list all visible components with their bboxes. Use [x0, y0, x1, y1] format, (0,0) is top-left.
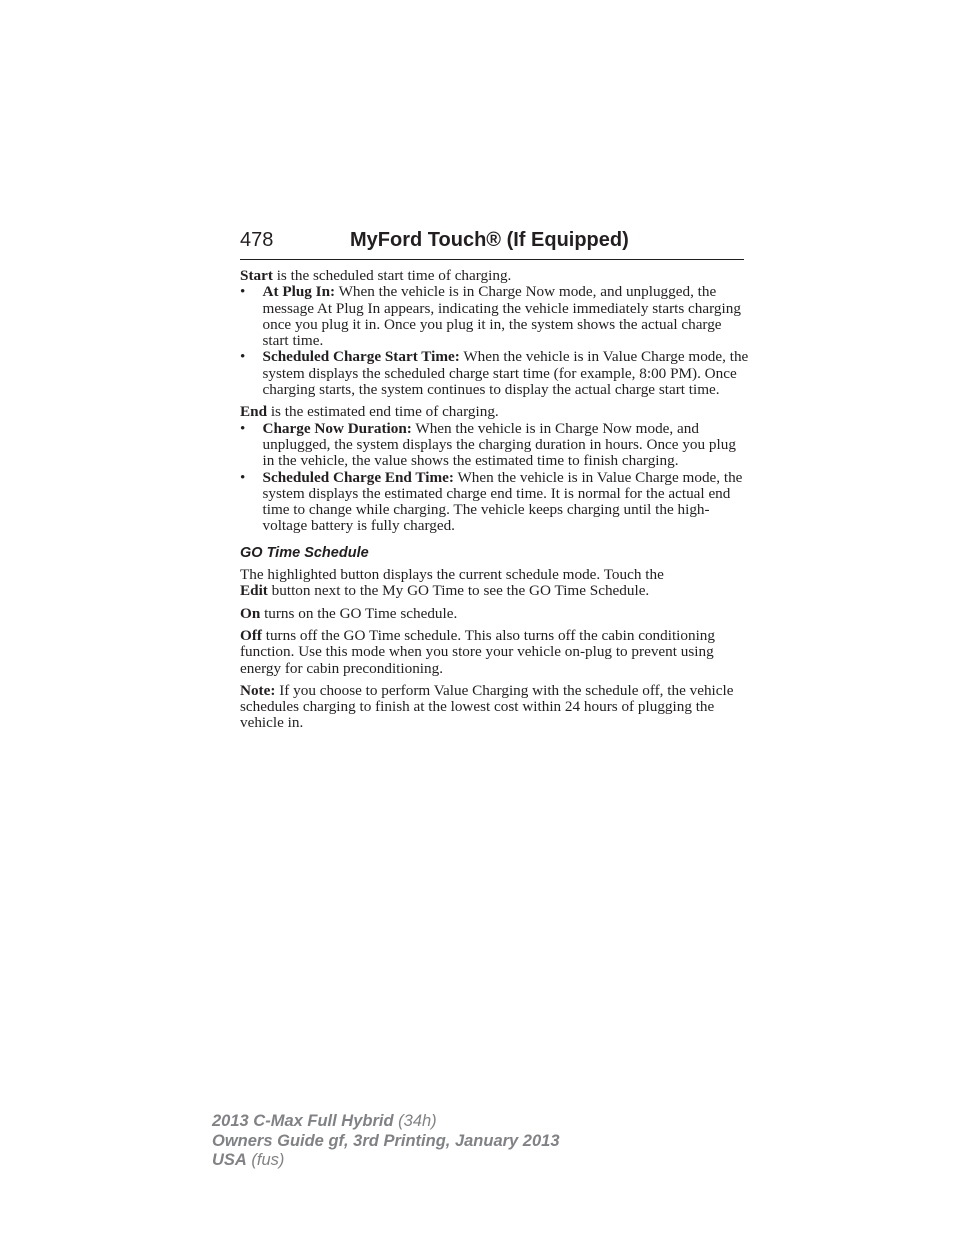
list-item [240, 349, 750, 398]
page-body [240, 268, 750, 732]
start-text: is the scheduled start time of charging. [272, 267, 512, 284]
intro-text-end: button next to the My GO Time to see the GO Time Schedule. [267, 582, 650, 600]
bullet-icon: • [240, 348, 246, 366]
bullet-text: When the vehicle is in Value Charge mode, the system displays the estimated charge end time. It is normal for the actual end time to change while charging. The vehicle keeps charging until the high-voltage battery is fully charged. [262, 468, 743, 535]
footer-guide: Owners Guide gf, 3rd Printing, January 2013 [212, 1131, 560, 1150]
bullet-term: Scheduled Charge End Time: [262, 468, 454, 486]
end-definition [240, 404, 750, 420]
intro-text: The highlighted button displays the current schedule mode. Touch the [240, 566, 664, 584]
page-header [240, 229, 744, 260]
off-definition [240, 628, 750, 677]
off-term: Off [240, 626, 262, 644]
footer-model-code: (34h) [393, 1112, 437, 1130]
off-text: turns off the GO Time schedule. This also turns off the cabin conditioning function. Use this mode when you store your vehicle on-plug to prevent using energy for cabin preconditioning. [240, 626, 715, 677]
end-term: End [240, 403, 268, 421]
on-definition [240, 606, 750, 622]
footer-model: 2013 C-Max Full Hybrid [212, 1112, 394, 1130]
bullet-icon: • [240, 419, 246, 437]
list-item [240, 470, 750, 535]
bullet-text: When the vehicle is in Charge Now mode, and unplugged, the message At Plug In appears, indicating the vehicle immediately starts charging once you plug it in. Once you plug it in, the system shows the actual charge start time. [262, 283, 741, 350]
page-number: 478 [240, 229, 274, 251]
go-time-intro [240, 567, 750, 600]
edit-term: Edit [240, 582, 268, 600]
footer-market: USA [212, 1151, 247, 1169]
footer-market-code: (fus) [246, 1151, 285, 1169]
start-definition [240, 268, 750, 284]
section-title: MyFord Touch® (If Equipped) [350, 229, 629, 251]
note-text: If you choose to perform Value Charging with the schedule off, the vehicle schedules charging to finish at the lowest cost within 24 hours of plugging the vehicle in. [240, 681, 734, 732]
subsection-heading: GO Time Schedule [240, 544, 369, 561]
end-text: is the estimated end time of charging. [267, 403, 499, 421]
list-item [240, 421, 750, 470]
bullet-term: Scheduled Charge Start Time: [262, 348, 460, 366]
on-term: On [240, 604, 261, 622]
footer-line-model [212, 1112, 560, 1132]
on-text: turns on the GO Time schedule. [260, 604, 458, 622]
footer-line-market [212, 1151, 560, 1171]
note-paragraph [240, 683, 750, 732]
bullet-icon: • [240, 468, 246, 486]
note-term: Note: [240, 681, 276, 699]
list-item [240, 284, 750, 349]
page-footer [212, 1112, 560, 1171]
footer-line-guide [212, 1132, 560, 1152]
bullet-term: At Plug In: [262, 283, 336, 301]
bullet-text: When the vehicle is in Value Charge mode, the system displays the scheduled charge start time (for example, 8:00 PM). Once charging starts, the system continues to display the actual charge start time. [262, 348, 749, 399]
start-term: Start [240, 267, 273, 284]
bullet-term: Charge Now Duration: [262, 419, 412, 437]
end-bullet-list [240, 421, 750, 535]
bullet-icon: • [240, 283, 246, 301]
start-bullet-list [240, 284, 750, 398]
bullet-text: When the vehicle is in Charge Now mode, and unplugged, the system displays the charging duration in hours. Once you plug in the vehicle, the value shows the estimated time to finish charging. [262, 419, 736, 470]
